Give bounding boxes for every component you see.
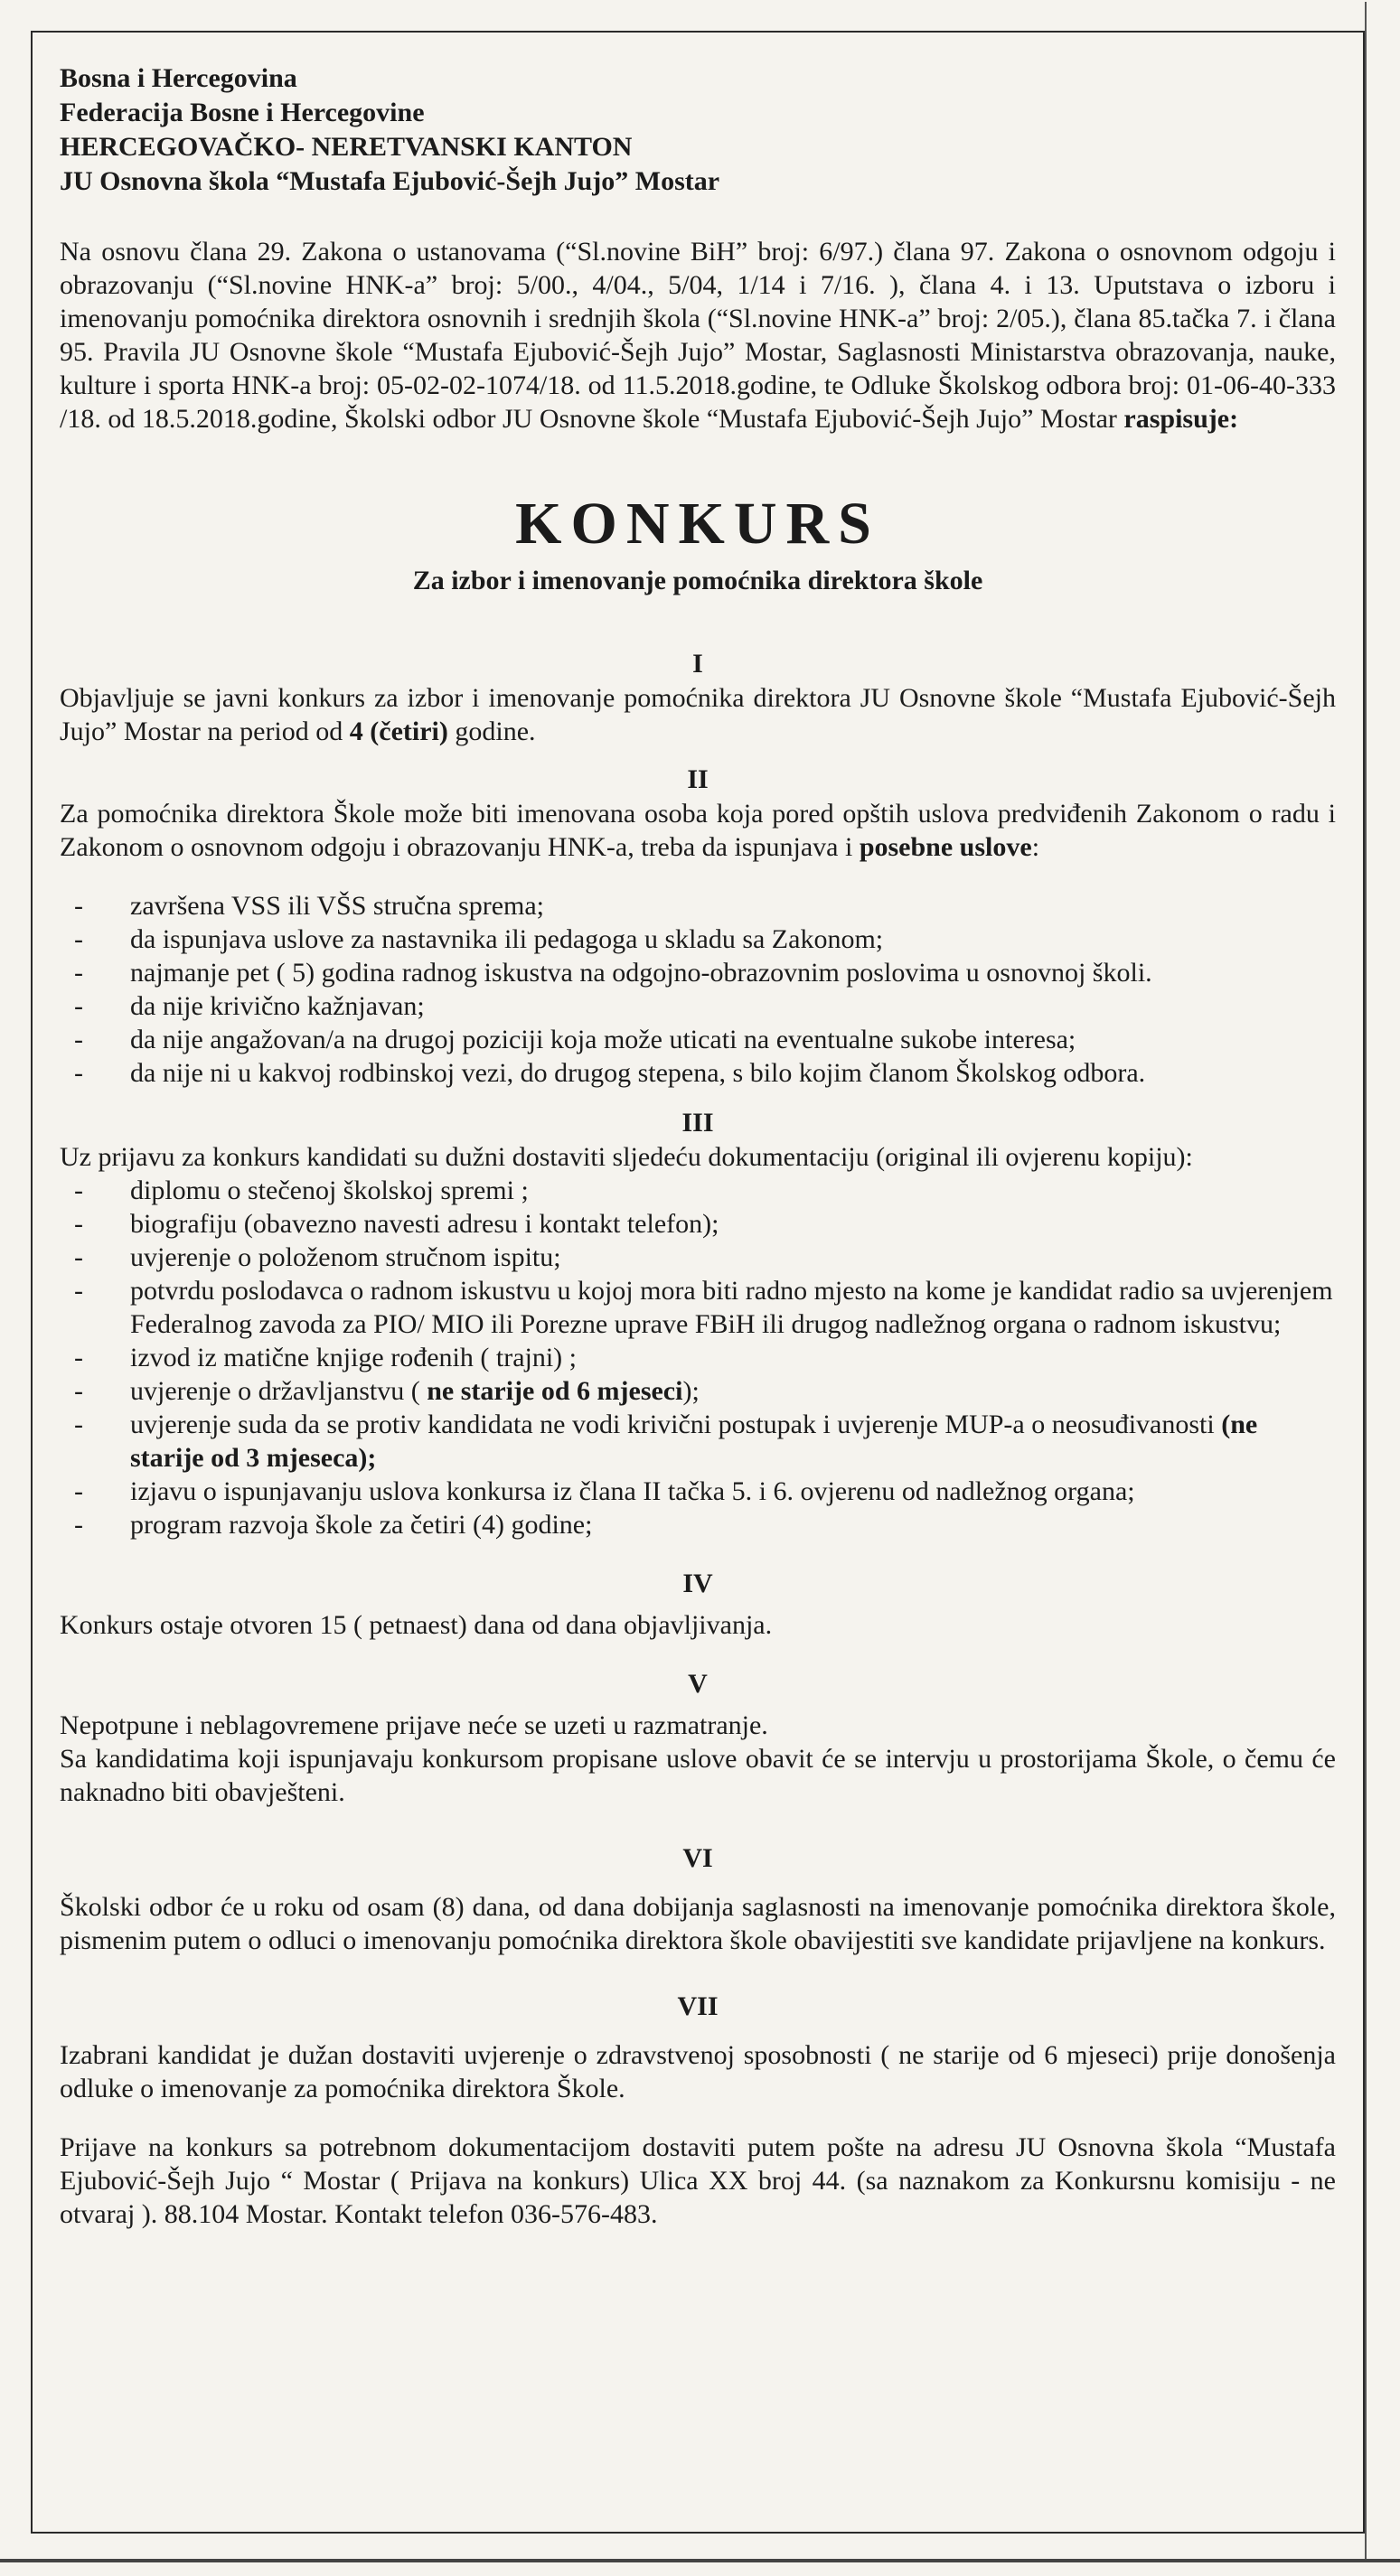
section-2-bold: posebne uslove bbox=[859, 832, 1032, 862]
list-item: - najmanje pet ( 5) godina radnog iskustva na odgojno-obrazovnim poslovima u osnovnoj školi. bbox=[60, 956, 1336, 989]
header-federation: Federacija Bosne i Hercegovine bbox=[60, 98, 425, 127]
item-tail: ); bbox=[682, 1376, 700, 1406]
section-1-text bbox=[60, 681, 1336, 748]
section-heading-3: III bbox=[681, 1108, 714, 1138]
item-bold: ne starije od 6 mjeseci bbox=[427, 1376, 683, 1406]
section-2-body: Za pomoćnika direktora Škole može biti imenovana osoba koja pored opštih uslova predviđenih Zakonom o radu i Zakonom o osnovnom odgoju i obrazovanju HNK-a, treba da ispunjava i bbox=[60, 799, 1336, 862]
page-edge-rule bbox=[1365, 2, 1367, 2559]
list-item: - biografiju (obavezno navesti adresu i kontakt telefon); bbox=[60, 1207, 1336, 1241]
intro-text: Na osnovu člana 29. Zakona o ustanovama (“Sl.novine BiH” broj: 6/97.) člana 97. Zakona o osnovnom odgoju i obrazovanju (“Sl.novine HNK-a” broj: 5/00., 4/04., 5/04, 1/14 i 7/16. ), člana 4. i 13. Uputstava o izboru i imenovanju pomoćnika direktora osnovnih i srednjih škola (“Sl.novine HNK-a” broj: 2/05.), člana 85.tačka 7. i člana 95. Pravila JU Osnovne škole “Mustafa Ejubović-Šejh Jujo” Mostar, Saglasnosti Ministarstva obrazovanja, nauke, kulture i sporta HNK-a broj: 05-02-02-1074/18. od 11.5.2018.godine, te Odluke Školskog odbora broj: 01-06-40-333 /18. od 18.5.2018.godine, Školski odbor JU Osnovne škole “Mustafa Ejubović-Šejh Jujo” Mostar bbox=[60, 237, 1336, 434]
section-1-bold: 4 (četiri) bbox=[349, 717, 448, 746]
required-documents-list bbox=[60, 1174, 1336, 1541]
section-heading-2: II bbox=[687, 764, 709, 794]
section-1-body: Objavljuje se javni konkurs za izbor i imenovanje pomoćnika direktora JU Osnovne škole “Mustafa Ejubović-Šejh Jujo” Mostar na period od bbox=[60, 683, 1336, 746]
section-3-text: Uz prijavu za konkurs kandidati su dužni dostaviti sljedeću dokumentaciju (original ili ovjerenu kopiju): bbox=[60, 1142, 1193, 1172]
list-item bbox=[60, 1374, 1336, 1408]
document-subtitle: Za izbor i imenovanje pomoćnika direktora škole bbox=[412, 566, 983, 595]
section-2-tail: : bbox=[1031, 832, 1040, 862]
list-item: - završena VSS ili VŠS stručna sprema; bbox=[60, 889, 1336, 923]
list-item: - program razvoja škole za četiri (4) godine; bbox=[60, 1508, 1336, 1541]
list-item: - da nije angažovan/a na drugoj poziciji koja može uticati na eventualne sukobe interesa; bbox=[60, 1023, 1336, 1056]
item-text: uvjerenje o državljanstvu ( bbox=[130, 1376, 428, 1406]
section-5-text-2: Sa kandidatima koji ispunjavaju konkursom propisane uslove obavit će se intervju u prostorijama Škole, o čemu će naknadno biti obavješteni. bbox=[60, 1744, 1336, 1807]
list-item: - potvrdu poslodavca o radnom iskustvu u kojoj mora biti radno mjesto na kome je kandidat radio sa uvjerenjem Federalnog zavoda za PIO/ MIO ili Porezne uprave FBiH ili drugog nadležnog organa o radnom iskustvu; bbox=[60, 1274, 1336, 1341]
section-4-text: Konkurs ostaje otvoren 15 ( petnaest) dana od dana objavljivanja. bbox=[60, 1610, 773, 1640]
issuer-header bbox=[60, 61, 1336, 199]
document-title: KONKURS bbox=[515, 491, 880, 557]
list-item: - izvod iz matične knjige rođenih ( trajni) ; bbox=[60, 1341, 1336, 1374]
section-heading-1: I bbox=[692, 649, 703, 679]
list-item: - uvjerenje o položenom stručnom ispitu; bbox=[60, 1241, 1336, 1274]
section-heading-4: IV bbox=[682, 1569, 713, 1598]
section-5-text-1: Nepotpune i neblagovremene prijave neće se uzeti u razmatranje. bbox=[60, 1710, 768, 1740]
section-7-text-1: Izabrani kandidat je dužan dostaviti uvjerenje o zdravstvenoj sposobnosti ( ne starije od 6 mjeseci) prije donošenja odluke o imenovanje za pomoćnika direktora Škole. bbox=[60, 2040, 1336, 2103]
page-bottom-rule bbox=[0, 2559, 1400, 2562]
special-conditions-list bbox=[60, 889, 1336, 1090]
header-canton: HERCEGOVAČKO- NERETVANSKI KANTON bbox=[60, 132, 633, 162]
section-heading-7: VII bbox=[677, 1991, 719, 2021]
section-1-tail: godine. bbox=[447, 717, 536, 746]
header-school: JU Osnovna škola “Mustafa Ejubović-Šejh Jujo” Mostar bbox=[60, 166, 720, 196]
list-item: - da nije ni u kakvoj rodbinskoj vezi, do drugog stepena, s bilo kojim članom Školskog odbora. bbox=[60, 1056, 1336, 1090]
intro-bold: raspisuje: bbox=[1123, 404, 1239, 434]
section-7-text-2: Prijave na konkurs sa potrebnom dokumentacijom dostaviti putem pošte na adresu JU Osnovna škola “Mustafa Ejubović-Šejh Jujo “ Mostar ( Prijava na konkurs) Ulica XX broj 44. (sa naznakom za Konkursnu komisiju - ne otvaraj ). 88.104 Mostar. Kontakt telefon 036-576-483. bbox=[60, 2132, 1336, 2229]
document-frame bbox=[31, 31, 1365, 2534]
legal-basis-paragraph bbox=[60, 235, 1336, 436]
section-heading-5: V bbox=[688, 1669, 708, 1699]
header-country: Bosna i Hercegovina bbox=[60, 63, 297, 93]
section-heading-6: VI bbox=[682, 1843, 713, 1873]
item-bold: (ne starije od 3 mjeseca); bbox=[130, 1410, 1258, 1473]
list-item: - da nije krivično kažnjavan; bbox=[60, 989, 1336, 1023]
section-2-text bbox=[60, 797, 1336, 864]
list-item bbox=[60, 1408, 1336, 1475]
section-6-text: Školski odbor će u roku od osam (8) dana, od dana dobijanja saglasnosti na imenovanje pomoćnika direktora škole, pismenim putem o odluci o imenovanju pomoćnika direktora škole obavijestiti sve kandidate prijavljene na konkurs. bbox=[60, 1892, 1336, 1955]
list-item: - diplomu o stečenoj školskoj spremi ; bbox=[60, 1174, 1336, 1207]
list-item: - da ispunjava uslove za nastavnika ili pedagoga u skladu sa Zakonom; bbox=[60, 923, 1336, 956]
item-text: uvjerenje suda da se protiv kandidata ne vodi krivični postupak i uvjerenje MUP-a o neosuđivanosti bbox=[130, 1410, 1222, 1439]
list-item: - izjavu o ispunjavanju uslova konkursa iz člana II tačka 5. i 6. ovjerenu od nadležnog organa; bbox=[60, 1475, 1336, 1508]
